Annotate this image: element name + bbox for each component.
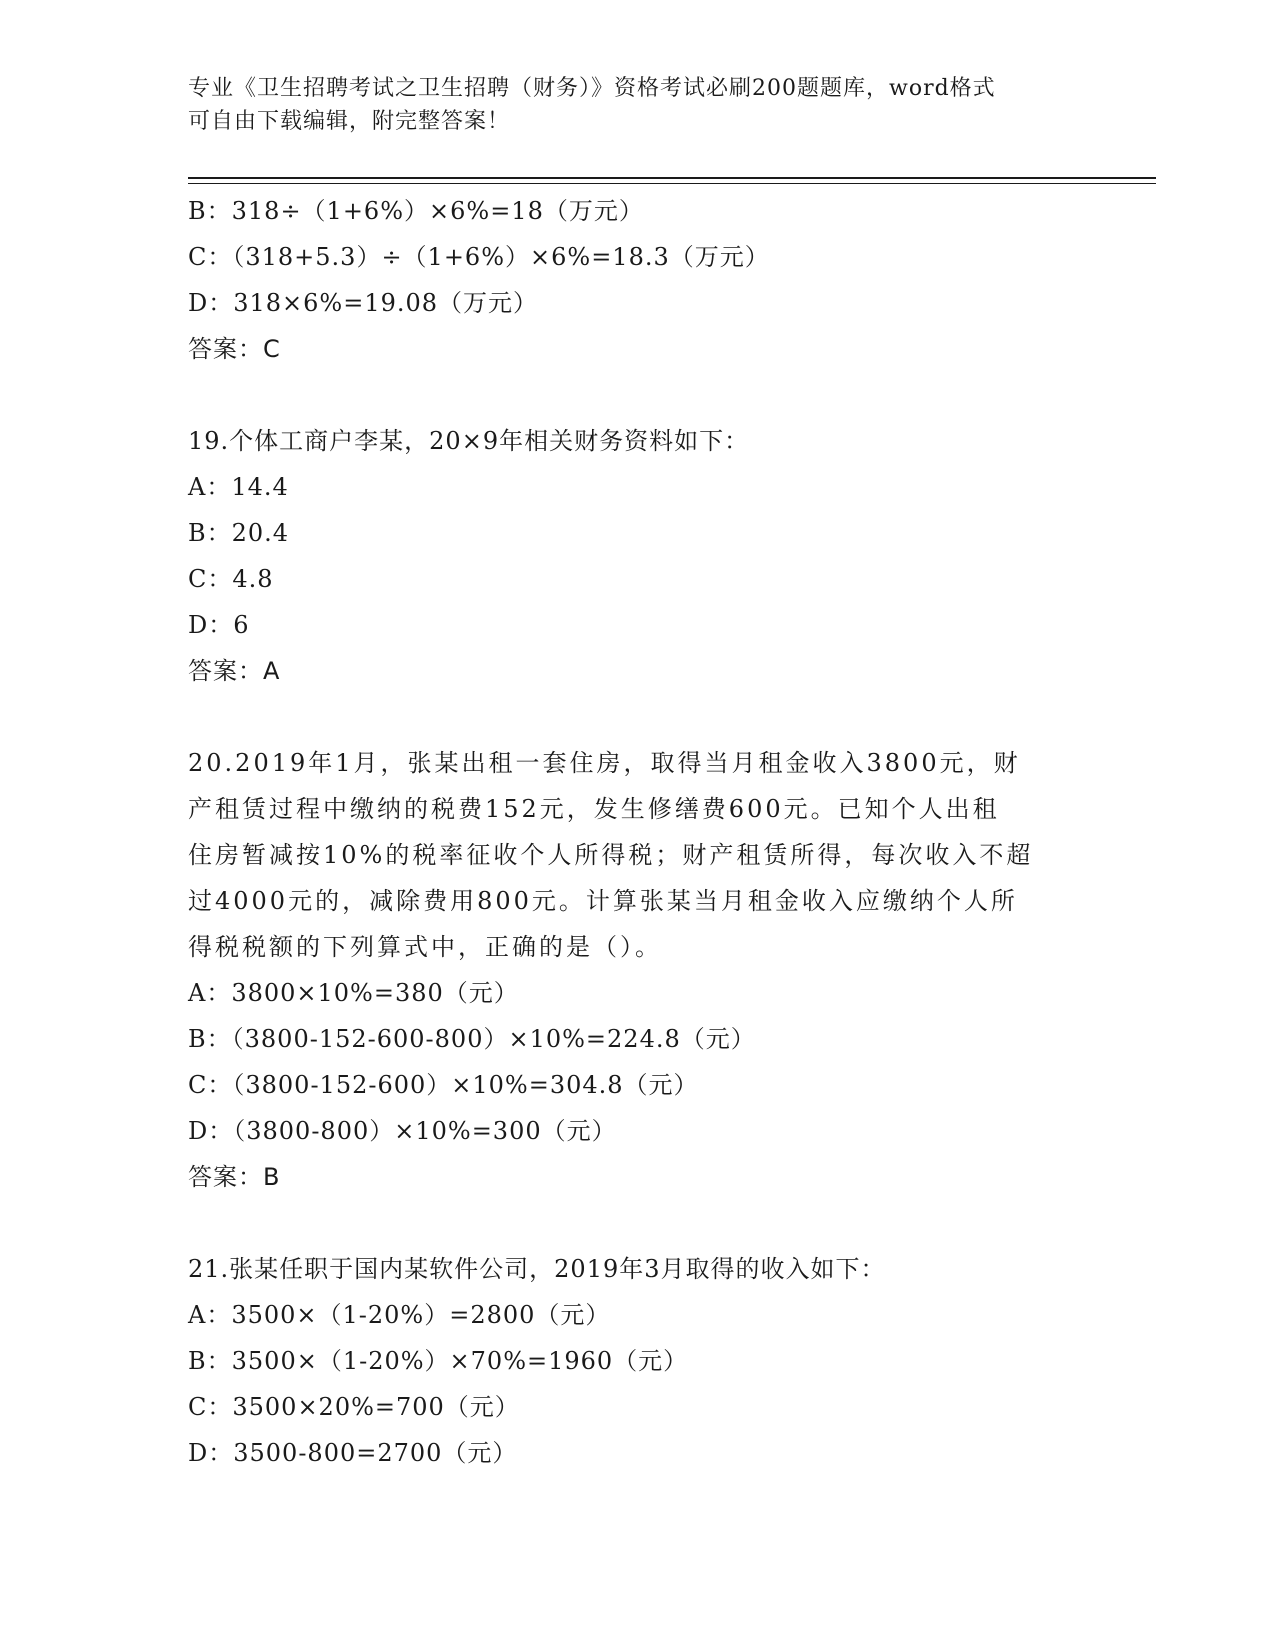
question-stem-line: 过4000元的，减除费用800元。计算张某当月租金收入应缴纳个人所 (188, 887, 1018, 915)
option-c: C：（318+5.3）÷（1+6%）×6%=18.3（万元） (188, 243, 770, 271)
header-line-2: 可自由下载编辑，附完整答案！ (188, 109, 511, 134)
option-d: D：3500-800=2700（元） (188, 1439, 518, 1467)
option-c: C：4.8 (188, 565, 274, 593)
question-21 (188, 1246, 1088, 1476)
option-a: A：3500×（1-20%）=2800（元） (188, 1301, 611, 1329)
header-line-1: 专业《卫生招聘考试之卫生招聘（财务）》资格考试必刷200题题库，word格式 (188, 76, 996, 101)
header-rule-thin (188, 183, 1156, 184)
option-c: C：（3800-152-600）×10%=304.8（元） (188, 1071, 699, 1099)
question-stem-line: 得税税额的下列算式中，正确的是（）。 (188, 933, 662, 961)
question-list (188, 188, 1088, 1476)
option-b: B：3500×（1-20%）×70%=1960（元） (188, 1347, 689, 1375)
answer-line: 答案：B (188, 1163, 281, 1191)
option-d: D：6 (188, 611, 250, 639)
option-d: D：（3800-800）×10%=300（元） (188, 1117, 617, 1145)
question-20 (188, 740, 1088, 1200)
document-header (188, 72, 1088, 138)
option-d: D：318×6%=19.08（万元） (188, 289, 539, 317)
option-a: A：14.4 (188, 473, 289, 501)
question-stem-line: 住房暂减按10%的税率征收个人所得税；财产租赁所得，每次收入不超 (188, 841, 1034, 869)
option-c: C：3500×20%=700（元） (188, 1393, 520, 1421)
option-a: A：3800×10%=380（元） (188, 979, 519, 1007)
question-19 (188, 418, 1088, 694)
option-b: B：（3800-152-600-800）×10%=224.8（元） (188, 1025, 756, 1053)
question-stem-line: 产租赁过程中缴纳的税费152元，发生修缮费600元。已知个人出租 (188, 795, 1000, 823)
question-stem: 21.张某任职于国内某软件公司，2019年3月取得的收入如下： (188, 1255, 886, 1283)
question-stem-line: 20.2019年1月，张某出租一套住房，取得当月租金收入3800元，财 (188, 749, 1021, 777)
prev-question (188, 188, 1088, 372)
answer-line: 答案：A (188, 657, 281, 685)
option-b: B：318÷（1+6%）×6%=18（万元） (188, 197, 644, 225)
answer-line: 答案：C (188, 335, 281, 363)
option-b: B：20.4 (188, 519, 290, 547)
question-stem: 19.个体工商户李某，20×9年相关财务资料如下： (188, 427, 750, 455)
header-rule-thick (188, 177, 1156, 179)
